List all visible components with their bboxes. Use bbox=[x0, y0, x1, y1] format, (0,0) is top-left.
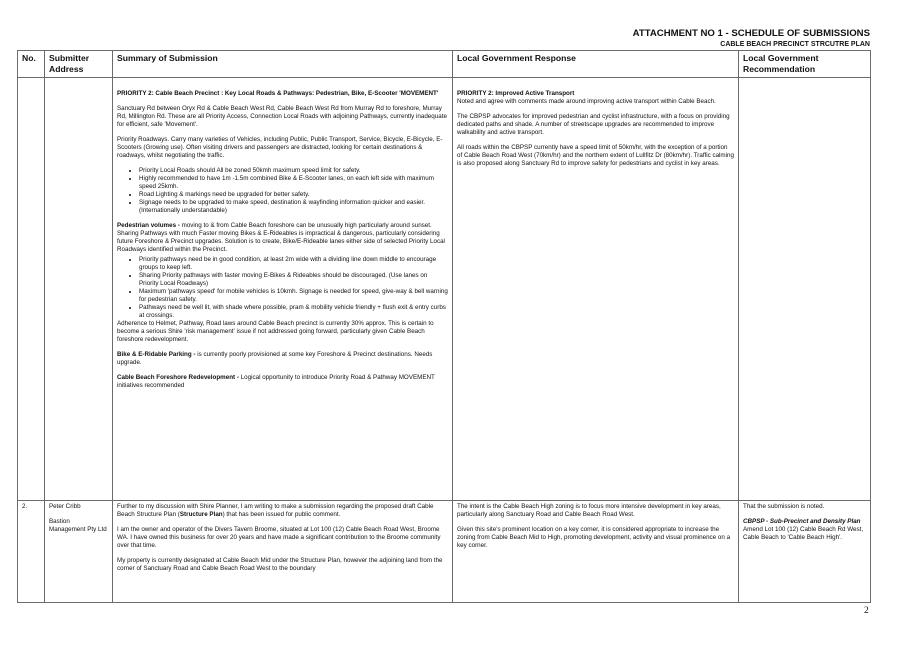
table-row bbox=[18, 501, 871, 603]
list-item: • Pathways need be well lit, with shade where possible, pram & mobility vehicle friendly + flush exit & entry curbs at crossings. bbox=[139, 304, 448, 320]
summary-paragraph: My property is currently designated at Cable Beach Mid under the Structure Plan, however the adjoining land from the corner of Sanctuary Road and Cable Beach Road West to the boundary bbox=[117, 557, 443, 572]
summary-paragraph: Priority Roadways. Carry many varieties of Vehicles, including Public, Public Transport, Service, Bicycle, E-Bicycle, E-Scooters (Growing use). Often visiting drivers and passengers are distracted, looking for certain destinations & roadways, whilst negotiating the traffic. bbox=[117, 136, 443, 159]
summary-bullet-list bbox=[117, 167, 448, 215]
recommendation-paragraph: That the submission is noted. bbox=[743, 503, 825, 510]
bike-parking-paragraph: Bike & E-Ridable Parking - is currently poorly provisioned at some key Foreshore & Precinct destinations. Needs upgrade. bbox=[117, 351, 433, 366]
recommendation-paragraph: Amend Lot 100 (12) Cable Beach Rd West, Cable Beach to 'Cable Beach High'. bbox=[743, 526, 864, 541]
row1-recommendation-cell bbox=[739, 78, 871, 501]
row1-submitter-cell bbox=[45, 78, 113, 501]
column-header-recommendation: Local Government Recommendation bbox=[739, 51, 871, 78]
page-number: 2 bbox=[864, 606, 869, 616]
row1-response-cell bbox=[453, 78, 739, 501]
list-item: • Priority pathways need be in good condition, at least 2m wide with a dividing line down middle to encourage groups to keep left. bbox=[139, 256, 448, 272]
document-title: ATTACHMENT NO 1 - SCHEDULE OF SUBMISSIONS bbox=[632, 28, 870, 39]
response-paragraph: The CBPSP advocates for improved pedestrian and cyclist infrastructure, with a focus on providing dedicated paths and shade. A number of streetscape upgrades are recommended to improve walkability and active transport. bbox=[457, 113, 730, 136]
response-paragraph: Noted and agree with comments made around improving active transport within Cable Beach. bbox=[457, 98, 716, 105]
recommendation-heading: CBPSP - Sub-Precinct and Density Plan bbox=[743, 518, 861, 525]
list-item: • Road Lighting & markings need be upgraded for better safety. bbox=[139, 191, 448, 199]
table-header-row bbox=[18, 51, 871, 78]
row2-no-cell: 2. bbox=[18, 501, 45, 603]
summary-paragraph: Sanctuary Rd between Oryx Rd & Cable Beach West Rd, Cable Beach West Rd from Murray Rd to foreshore, Murray Rd, Millington Rd. These are all Priority Access, Connection Local Roads with adjoining Pathways, currently inadequate for efficient, safe 'Movement'. bbox=[117, 105, 447, 128]
column-header-summary: Summary of Submission bbox=[113, 51, 453, 78]
pedestrian-paragraph: Pedestrian volumes - moving to & from Cable Beach foreshore can be unusually high particularly around sunset. Sharing Pathways with much Faster moving Bikes & E-Rideables is impractical & dangerous, particularly considering future Foreshore & Precinct upgrades. Solution is to create, Bike/E-Rideable lanes either side of selected Priority Local Roadways identified within the Precinct. bbox=[117, 222, 445, 253]
row1-summary-cell bbox=[113, 78, 453, 501]
response-paragraph: All roads within the CBPSP currently have a speed limit of 50km/hr, with the exception of a portion of Cable Beach Road West (70km/hr) and the northern extent of Lullfitz Dr (80km/hr). Traffic calming is also proposed along Sanctuary Rd to improve safety for pedestrians and cyclist in key areas. bbox=[457, 144, 734, 167]
response-paragraph: Given this site's prominent location on a key corner, it is considered appropriate to increase the zoning from Cable Beach Mid to High, promoting development, activity and visual prominence on a key corner. bbox=[457, 526, 731, 549]
row2-summary-cell bbox=[113, 501, 453, 603]
row2-response-cell bbox=[453, 501, 739, 603]
list-item: • Highly recommended to have 1m -1.5m combined Bike & E-Scooter lanes, on each left side with maximum speed 25kmh. bbox=[139, 175, 448, 191]
response-paragraph: The intent is the Cable Beach High zoning is to focus more intensive development in key areas, particularly along Sanctuary Road and Cable Beach Road West. bbox=[457, 503, 721, 518]
list-item: • Priority Local Roads should All be zoned 50kmh maximum speed limit for safety. bbox=[139, 167, 448, 175]
summary-paragraph: I am the owner and operator of the Divers Tavern Broome, situated at Lot 100 (12) Cable Beach Road West, Broome WA. I have owned this business for over 20 years and have made a significant contribution to the Broome community over that time. bbox=[117, 526, 441, 549]
column-header-no: No. bbox=[18, 51, 45, 78]
list-item: • Maximum 'pathways speed' for mobile vehicles is 10kmh. Signage is needed for speed, give-way & bell warning for pedestrian safety. bbox=[139, 288, 448, 304]
summary-bullet-list bbox=[117, 256, 448, 320]
column-header-response: Local Government Response bbox=[453, 51, 739, 78]
column-header-submitter: Submitter Address bbox=[45, 51, 113, 78]
response-heading: PRIORITY 2: Improved Active Transport bbox=[457, 90, 575, 97]
submitter-name: Peter Cribb bbox=[49, 503, 81, 510]
summary-paragraph: Further to my discussion with Shire Planner, I am writing to make a submission regarding the proposed draft Cable Beach Structure Plan (Structure Plan) that has been issued for public comment. bbox=[117, 503, 434, 518]
row1-no-cell bbox=[18, 78, 45, 501]
summary-heading: PRIORITY 2: Cable Beach Precinct : Key Local Roads & Pathways: Pedestrian, Bike, E-Scooter 'MOVEMENT' bbox=[117, 90, 439, 97]
row2-submitter-cell bbox=[45, 501, 113, 603]
foreshore-paragraph: Cable Beach Foreshore Redevelopment - Logical opportunity to introduce Priority Road & Pathway MOVEMENT initiatives recommended bbox=[117, 374, 435, 389]
row2-recommendation-cell bbox=[739, 501, 871, 603]
submissions-table bbox=[17, 50, 871, 603]
table-row bbox=[18, 78, 871, 501]
list-item: • Signage needs to be upgraded to make speed, destination & wayfinding information quicker and easier. (Internationally understandable) bbox=[139, 199, 448, 215]
summary-paragraph: Adherence to Helmet, Pathway, Road laws around Cable Beach precinct is currently 30% approx. This is certain to become a serious Shire 'risk management' issue if not addressed going forward, particularly given Cable Beach foreshore redevelopment. bbox=[117, 320, 434, 343]
document-subtitle: CABLE BEACH PRECINCT STRCUTRE PLAN bbox=[720, 41, 870, 48]
submitter-organisation: Bastion Management Pty Ltd bbox=[49, 518, 107, 533]
list-item: • Sharing Priority pathways with faster moving E-Bikes & Rideables should be discouraged. (Use lanes on Priority Local Roadways) bbox=[139, 272, 448, 288]
